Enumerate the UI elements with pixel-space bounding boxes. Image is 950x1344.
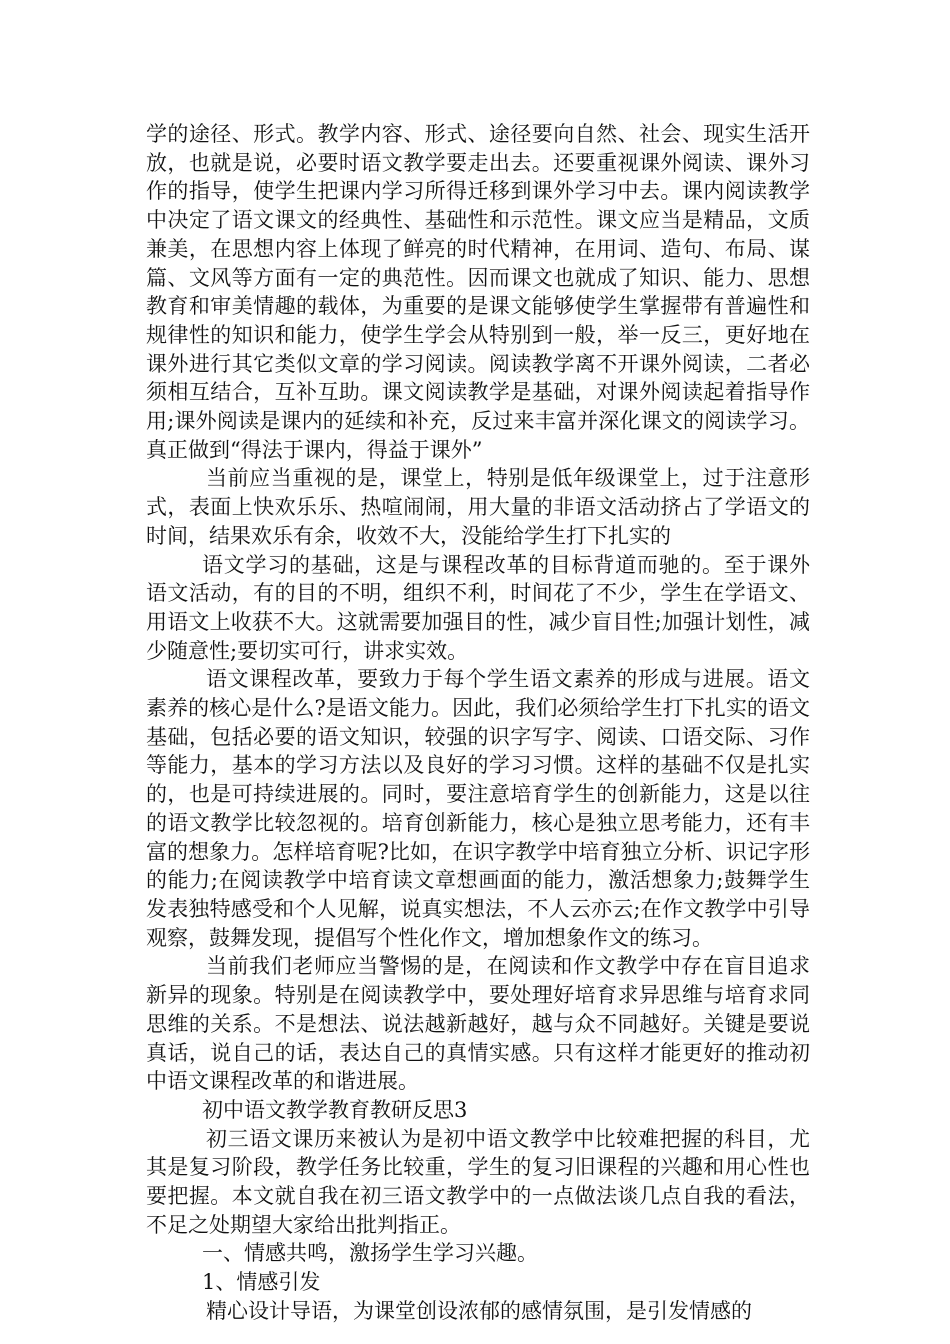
paragraph-classroom-form: 当前应当重视的是，课堂上，特别是低年级课堂上，过于注意形式，表面上快欢乐乐、热喧闹闹，用大量的非语文活动挤占了学语文的时间，结果欢乐有余，收效不大，没能给学生打下扎实的 xyxy=(146,466,810,548)
section-title-reflection-3: 初中语文教学教育教研反思3 xyxy=(202,1097,468,1122)
document-body xyxy=(146,120,810,1326)
paragraph-grade-three: 初三语文课历来被认为是初中语文教学中比较难把握的科目，尤其是复习阶段，教学任务比较重，学生的复习旧课程的兴趣和用心性也要把握。本文就自我在初三语文教学中的一点做法谈几点自我的看法，不足之处期望大家给出批判指正。 xyxy=(146,1126,810,1237)
paragraph-language-foundation: 语文学习的基础，这是与课程改革的目标背道而驰的。至于课外语文活动，有的目的不明，组织不利，时间花了不少，学生在学语文、用语文上收获不大。这就需要加强目的性，减少盲目性;加强计划性，减少随意性;要切实可行，讲求实效。 xyxy=(146,552,810,663)
paragraph-curriculum-reform: 语文课程改革，要致力于每个学生语文素养的形成与进展。语文素养的核心是什么?是语文能力。因此，我们必须给学生打下扎实的语文基础，包括必要的语文知识，较强的识字写字、阅读、口语交际、习作等能力，基本的学习方法以及良好的学习习惯。这样的基础不仅是扎实的，也是可持续进展的。同时，要注意培育学生的创新能力，这是以往的语文教学比较忽视的。培育创新能力，核心是独立思考能力，还有丰富的想象力。怎样培育呢?比如，在识字教学中培育独立分析、识记字形的能力;在阅读教学中培育读文章想画面的能力，激活想象力;鼓舞学生发表独特感受和个人见解，说真实想法，不人云亦云;在作文教学中引导观察，鼓舞发现，提倡写个性化作文，增加想象作文的练习。 xyxy=(146,667,810,950)
subheading-emotional-resonance: 一、情感共鸣，激扬学生学习兴趣。 xyxy=(202,1241,538,1266)
paragraph-lead-in-design: 精心设计导语，为课堂创设浓郁的感情氛围，是引发情感的 xyxy=(206,1298,752,1323)
paragraph-teacher-caution: 当前我们老师应当警惕的是，在阅读和作文教学中存在盲目追求新异的现象。特别是在阅读教学中，要处理好培育求异思维与培育求同思维的关系。不是想法、说法越新越好，越与众不同越好。关键是要说真话，说自己的话，表达自己的真情实感。只有这样才能更好的推动初中语文课程改革的和谐进展。 xyxy=(146,954,810,1094)
subheading-emotion-trigger: 1、情感引发 xyxy=(202,1270,321,1295)
paragraph-reading-teaching: 学的途径、形式。教学内容、形式、途径要向自然、社会、现实生活开放，也就是说，必要时语文教学要走出去。还要重视课外阅读、课外习作的指导，使学生把课内学习所得迁移到课外学习中去。课内阅读教学中决定了语文课文的经典性、基础性和示范性。课文应当是精品，文质兼美，在思想内容上体现了鲜亮的时代精神，在用词、造句、布局、谋篇、文风等方面有一定的典范性。因而课文也就成了知识、能力、思想教育和审美情趣的载体，为重要的是课文能够使学生掌握带有普遍性和规律性的知识和能力，使学生学会从特别到一般，举一反三，更好地在课外进行其它类似文章的学习阅读。阅读教学离不开课外阅读，二者必须相互结合，互补互助。课文阅读教学是基础，对课外阅读起着指导作用;课外阅读是课内的延续和补充，反过来丰富并深化课文的阅读学习。真正做到“得法于课内，得益于课外” xyxy=(146,122,810,462)
